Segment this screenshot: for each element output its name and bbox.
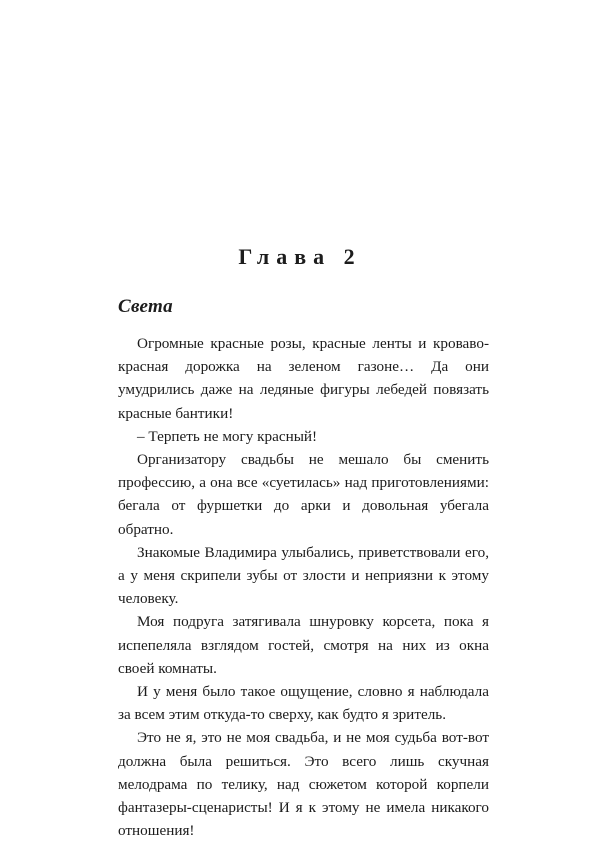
paragraph: Моя подруга затягивала шнуровку корсета, пока я испепеляла взглядом гостей, смотря на них из окна своей комнаты.	[118, 613, 489, 677]
paragraph: И у меня было такое ощущение, словно я наблюдала за всем этим откуда-то сверху, как будто я зритель.	[118, 683, 489, 724]
paragraph: Организатору свадьбы не мешало бы сменить профессию, а она все «суетилась» над приготовлениями: бегала от фуршетки до арки и довольная убегала обратно.	[118, 451, 489, 538]
paragraph: Знакомые Владимира улыбались, приветствовали его, а у меня скрипели зубы от злости и неприязни к этому человеку.	[118, 543, 489, 608]
paragraph: – Терпеть не могу красный!	[137, 427, 318, 445]
chapter-text	[118, 332, 489, 842]
paragraph: Это не я, это не моя свадьба, и не моя судьба вот-вот должна была решиться. Это всего лишь скучная мелодрама по телику, над сюжетом которой корпели фантазеры-сценаристы! И я к этому не имела никакого отношения!	[118, 729, 489, 840]
section-title: Света	[118, 296, 173, 317]
chapter-title: Глава 2	[238, 244, 362, 269]
paragraph: Огромные красные розы, красные ленты и кроваво-красная дорожка на зеленом газоне… Да они умудрились даже на ледяные фигуры лебедей повязать красные бантики!	[118, 335, 489, 422]
